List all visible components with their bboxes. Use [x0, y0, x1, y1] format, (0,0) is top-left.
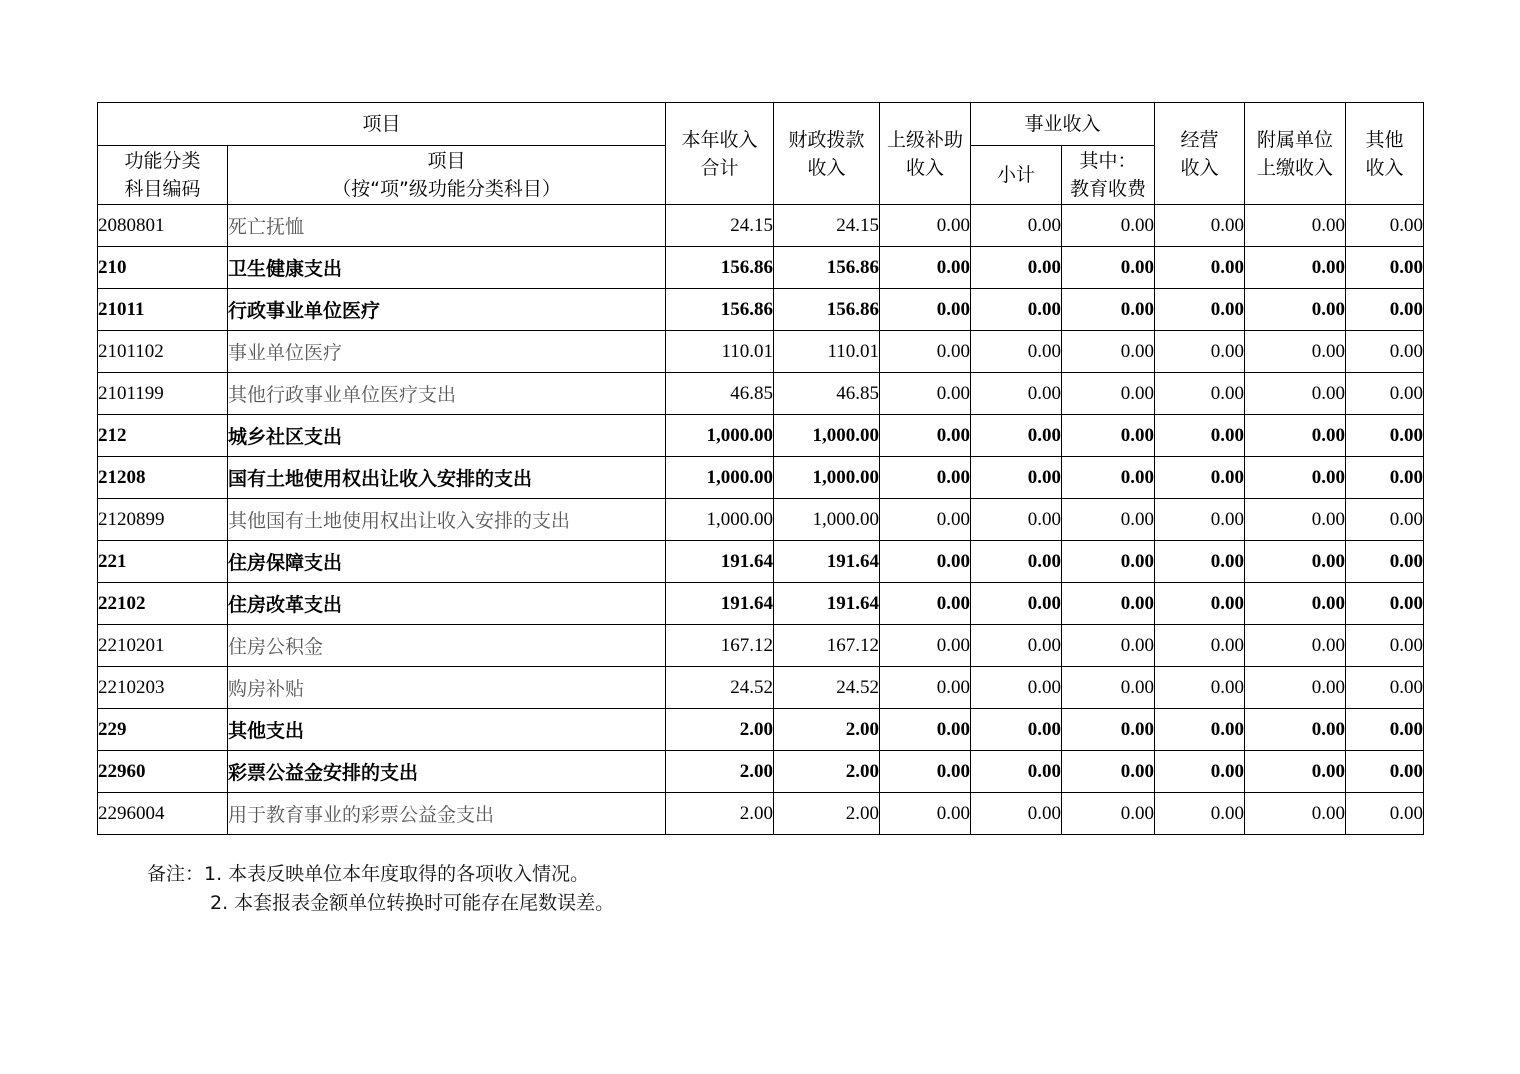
row-value: 0.00 — [1245, 751, 1346, 793]
header-other: 其他 收入 — [1346, 103, 1424, 205]
header-business: 事业收入 — [971, 103, 1155, 146]
row-value: 0.00 — [971, 289, 1062, 331]
header-edu-fee: 其中： 教育收费 — [1062, 146, 1155, 205]
row-value: 0.00 — [1062, 793, 1155, 835]
row-code: 221 — [98, 541, 228, 583]
row-value: 0.00 — [1062, 289, 1155, 331]
row-value: 0.00 — [971, 457, 1062, 499]
table-row — [98, 373, 1424, 415]
row-value: 2.00 — [666, 709, 774, 751]
row-value: 0.00 — [1062, 247, 1155, 289]
table-row — [98, 709, 1424, 751]
row-value: 0.00 — [971, 331, 1062, 373]
note-line-1: 备注：1. 本表反映单位本年度取得的各项收入情况。 — [147, 863, 590, 885]
table-row — [98, 289, 1424, 331]
row-value: 0.00 — [1346, 373, 1424, 415]
row-value: 0.00 — [1346, 709, 1424, 751]
row-code: 2101102 — [98, 331, 228, 373]
row-name: 用于教育事业的彩票公益金支出 — [228, 793, 666, 835]
header-fiscal: 财政拨款 收入 — [774, 103, 880, 205]
table-row — [98, 751, 1424, 793]
row-value: 0.00 — [1155, 247, 1245, 289]
row-name: 住房改革支出 — [228, 583, 666, 625]
row-value: 0.00 — [1346, 289, 1424, 331]
row-value: 0.00 — [1346, 247, 1424, 289]
row-code: 21011 — [98, 289, 228, 331]
row-value: 0.00 — [1155, 751, 1245, 793]
row-value: 0.00 — [1346, 793, 1424, 835]
row-value: 0.00 — [1062, 709, 1155, 751]
header-superior: 上级补助 收入 — [880, 103, 971, 205]
row-value: 0.00 — [1062, 457, 1155, 499]
row-name: 行政事业单位医疗 — [228, 289, 666, 331]
row-value: 0.00 — [1155, 457, 1245, 499]
table-row — [98, 457, 1424, 499]
row-value: 0.00 — [971, 499, 1062, 541]
row-value: 0.00 — [971, 667, 1062, 709]
row-value: 0.00 — [880, 415, 971, 457]
row-value: 0.00 — [880, 709, 971, 751]
row-value: 0.00 — [1155, 331, 1245, 373]
row-name: 城乡社区支出 — [228, 415, 666, 457]
row-value: 0.00 — [1346, 499, 1424, 541]
row-value: 0.00 — [1155, 709, 1245, 751]
row-value: 2.00 — [666, 751, 774, 793]
row-value: 0.00 — [1346, 751, 1424, 793]
row-value: 110.01 — [666, 331, 774, 373]
row-value: 24.15 — [774, 205, 880, 247]
row-value: 24.15 — [666, 205, 774, 247]
row-value: 0.00 — [880, 625, 971, 667]
row-value: 0.00 — [1245, 415, 1346, 457]
table-row — [98, 793, 1424, 835]
header-total: 本年收入 合计 — [666, 103, 774, 205]
row-name: 彩票公益金安排的支出 — [228, 751, 666, 793]
row-value: 0.00 — [880, 667, 971, 709]
table-row — [98, 415, 1424, 457]
row-value: 0.00 — [971, 247, 1062, 289]
header-name: 项目 （按“项”级功能分类科目） — [228, 146, 666, 205]
row-value: 0.00 — [1245, 289, 1346, 331]
note-line-2: 2. 本套报表金额单位转换时可能存在尾数误差。 — [210, 892, 615, 914]
row-value: 0.00 — [1245, 331, 1346, 373]
row-value: 46.85 — [774, 373, 880, 415]
row-value: 0.00 — [1062, 499, 1155, 541]
row-name: 其他行政事业单位医疗支出 — [228, 373, 666, 415]
header-code: 功能分类 科目编码 — [98, 146, 228, 205]
row-value: 191.64 — [774, 541, 880, 583]
row-value: 0.00 — [1155, 415, 1245, 457]
row-code: 2210201 — [98, 625, 228, 667]
row-value: 0.00 — [1346, 205, 1424, 247]
row-name: 事业单位医疗 — [228, 331, 666, 373]
row-value: 0.00 — [1155, 793, 1245, 835]
row-value: 0.00 — [1346, 541, 1424, 583]
row-value: 0.00 — [880, 457, 971, 499]
row-value: 0.00 — [971, 205, 1062, 247]
row-value: 2.00 — [666, 793, 774, 835]
header-item: 项目 — [98, 103, 666, 146]
row-value: 0.00 — [1062, 373, 1155, 415]
row-value: 0.00 — [1245, 373, 1346, 415]
row-value: 0.00 — [1155, 583, 1245, 625]
row-value: 46.85 — [666, 373, 774, 415]
row-value: 0.00 — [1062, 415, 1155, 457]
row-value: 0.00 — [1155, 205, 1245, 247]
row-value: 0.00 — [1245, 499, 1346, 541]
row-code: 22960 — [98, 751, 228, 793]
row-code: 2101199 — [98, 373, 228, 415]
table-body — [98, 205, 1424, 835]
row-value: 0.00 — [971, 751, 1062, 793]
row-value: 1,000.00 — [774, 457, 880, 499]
row-value: 0.00 — [880, 205, 971, 247]
row-value: 1,000.00 — [666, 457, 774, 499]
row-value: 191.64 — [666, 541, 774, 583]
row-value: 0.00 — [1346, 625, 1424, 667]
row-value: 0.00 — [1155, 541, 1245, 583]
row-value: 2.00 — [774, 751, 880, 793]
row-value: 2.00 — [774, 709, 880, 751]
row-value: 0.00 — [1245, 793, 1346, 835]
row-value: 0.00 — [880, 583, 971, 625]
row-value: 156.86 — [774, 289, 880, 331]
row-value: 0.00 — [1155, 499, 1245, 541]
row-value: 0.00 — [971, 709, 1062, 751]
row-value: 0.00 — [880, 289, 971, 331]
row-value: 0.00 — [1062, 751, 1155, 793]
row-code: 22102 — [98, 583, 228, 625]
table-row — [98, 331, 1424, 373]
row-name: 购房补贴 — [228, 667, 666, 709]
row-value: 0.00 — [880, 499, 971, 541]
row-name: 国有土地使用权出让收入安排的支出 — [228, 457, 666, 499]
row-value: 2.00 — [774, 793, 880, 835]
row-value: 1,000.00 — [774, 415, 880, 457]
row-name: 其他支出 — [228, 709, 666, 751]
row-value: 0.00 — [1155, 289, 1245, 331]
row-name: 其他国有土地使用权出让收入安排的支出 — [228, 499, 666, 541]
row-name: 死亡抚恤 — [228, 205, 666, 247]
table-row — [98, 247, 1424, 289]
row-code: 2296004 — [98, 793, 228, 835]
row-value: 0.00 — [1245, 625, 1346, 667]
row-value: 0.00 — [1062, 331, 1155, 373]
row-name: 住房保障支出 — [228, 541, 666, 583]
row-value: 0.00 — [1155, 373, 1245, 415]
table-row — [98, 667, 1424, 709]
header-operating: 经营 收入 — [1155, 103, 1245, 205]
row-value: 0.00 — [880, 541, 971, 583]
row-value: 0.00 — [1062, 583, 1155, 625]
row-value: 0.00 — [1062, 541, 1155, 583]
row-value: 0.00 — [1346, 583, 1424, 625]
row-value: 0.00 — [971, 415, 1062, 457]
row-value: 0.00 — [880, 793, 971, 835]
row-value: 0.00 — [1346, 331, 1424, 373]
row-value: 24.52 — [666, 667, 774, 709]
row-value: 0.00 — [1245, 457, 1346, 499]
row-value: 0.00 — [1245, 247, 1346, 289]
row-value: 0.00 — [1346, 415, 1424, 457]
row-code: 229 — [98, 709, 228, 751]
row-value: 0.00 — [971, 583, 1062, 625]
row-value: 0.00 — [1346, 667, 1424, 709]
row-value: 0.00 — [880, 331, 971, 373]
table-row — [98, 625, 1424, 667]
row-value: 167.12 — [774, 625, 880, 667]
row-value: 167.12 — [666, 625, 774, 667]
row-value: 0.00 — [1062, 625, 1155, 667]
row-name: 卫生健康支出 — [228, 247, 666, 289]
row-value: 1,000.00 — [666, 499, 774, 541]
header-affiliate: 附属单位 上缴收入 — [1245, 103, 1346, 205]
row-value: 0.00 — [971, 793, 1062, 835]
row-code: 2210203 — [98, 667, 228, 709]
row-value: 0.00 — [1062, 205, 1155, 247]
header-subtotal: 小计 — [971, 146, 1062, 205]
row-value: 0.00 — [1245, 709, 1346, 751]
row-value: 0.00 — [880, 373, 971, 415]
row-value: 156.86 — [666, 247, 774, 289]
row-value: 1,000.00 — [774, 499, 880, 541]
table-row — [98, 499, 1424, 541]
row-value: 156.86 — [666, 289, 774, 331]
row-value: 191.64 — [666, 583, 774, 625]
row-code: 21208 — [98, 457, 228, 499]
table-row — [98, 541, 1424, 583]
row-value: 0.00 — [1245, 205, 1346, 247]
row-value: 0.00 — [1245, 541, 1346, 583]
row-code: 212 — [98, 415, 228, 457]
row-value: 0.00 — [1155, 667, 1245, 709]
row-value: 110.01 — [774, 331, 880, 373]
row-value: 0.00 — [1155, 625, 1245, 667]
row-name: 住房公积金 — [228, 625, 666, 667]
row-value: 0.00 — [1245, 667, 1346, 709]
table-row — [98, 205, 1424, 247]
row-value: 191.64 — [774, 583, 880, 625]
row-value: 0.00 — [971, 625, 1062, 667]
row-code: 2120899 — [98, 499, 228, 541]
row-value: 0.00 — [971, 541, 1062, 583]
income-table — [97, 102, 1424, 835]
row-value: 0.00 — [880, 247, 971, 289]
row-value: 0.00 — [880, 751, 971, 793]
row-value: 0.00 — [1062, 667, 1155, 709]
row-value: 156.86 — [774, 247, 880, 289]
row-code: 210 — [98, 247, 228, 289]
row-value: 0.00 — [1346, 457, 1424, 499]
row-value: 24.52 — [774, 667, 880, 709]
row-value: 0.00 — [1245, 583, 1346, 625]
row-code: 2080801 — [98, 205, 228, 247]
notes — [147, 860, 614, 918]
row-value: 0.00 — [971, 373, 1062, 415]
row-value: 1,000.00 — [666, 415, 774, 457]
table-row — [98, 583, 1424, 625]
